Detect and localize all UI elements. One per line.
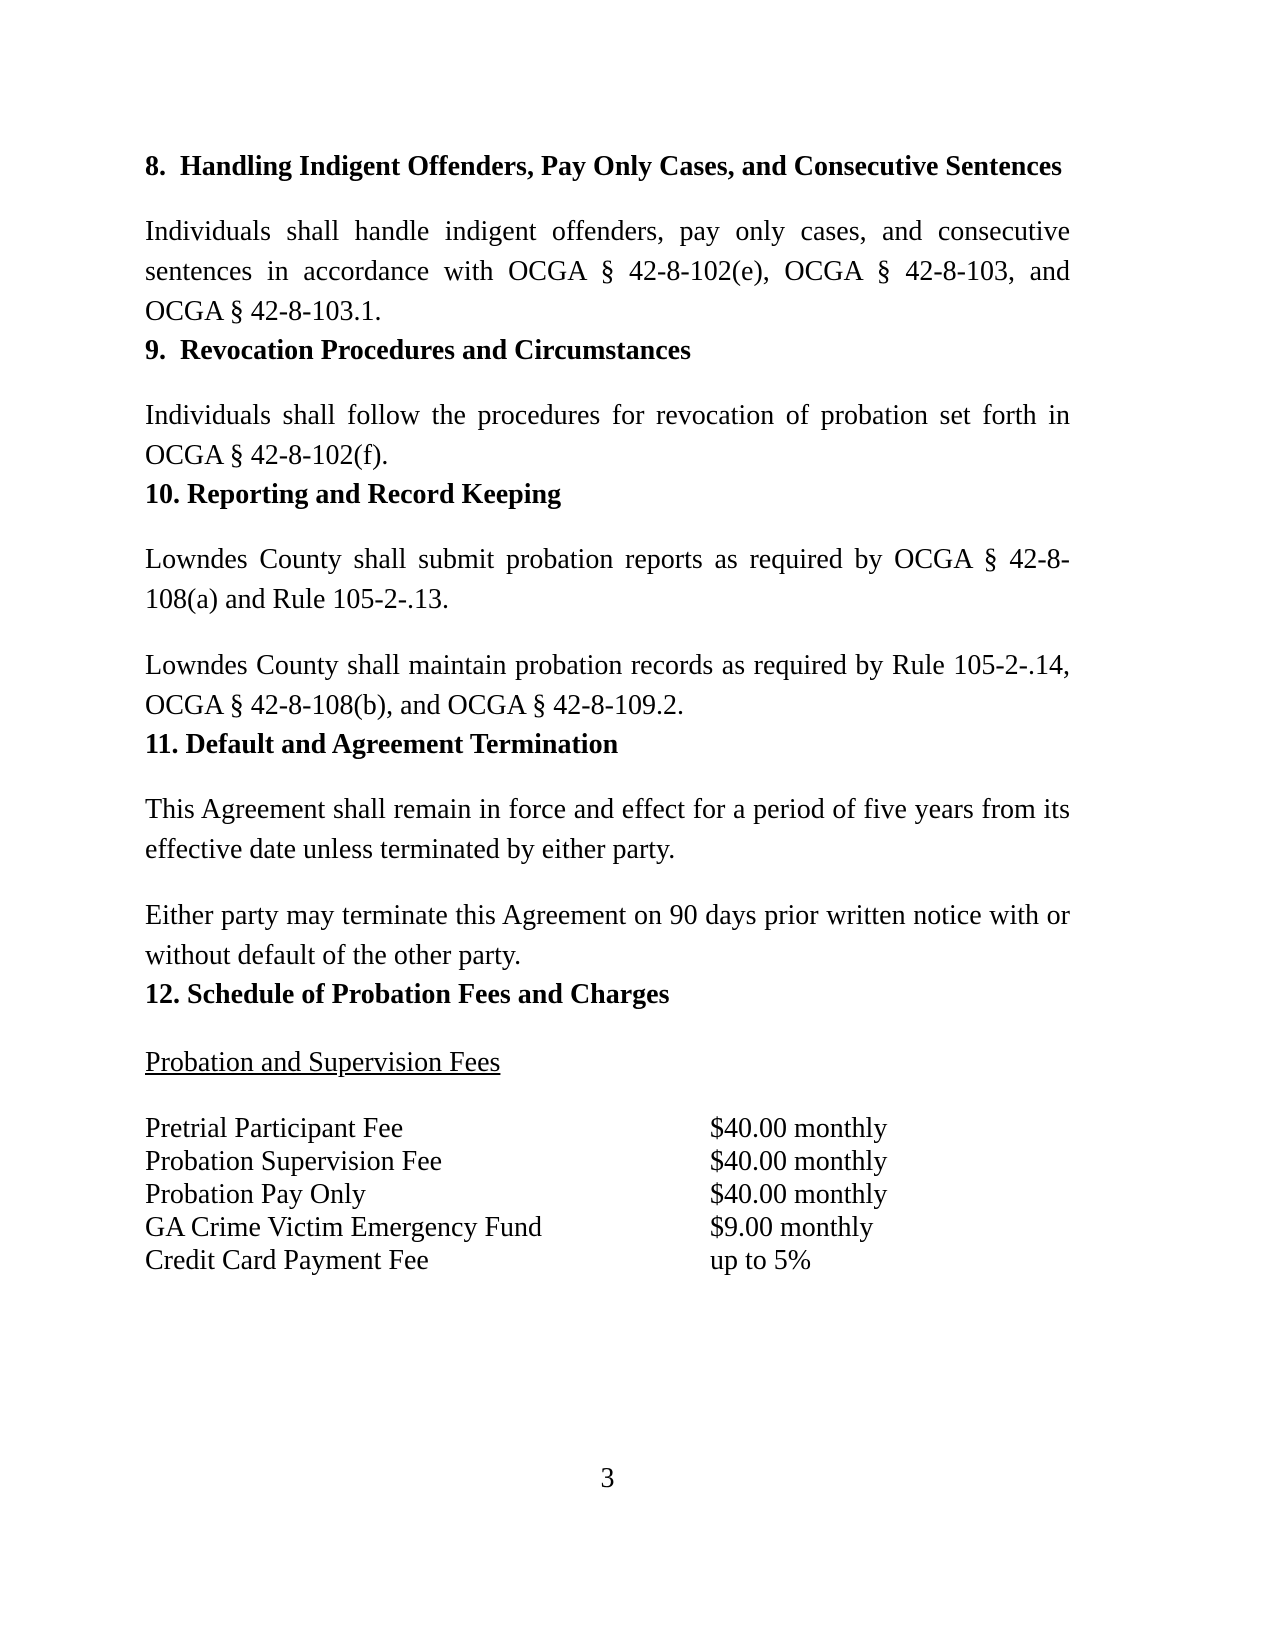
fee-value: up to 5% xyxy=(710,1245,812,1276)
fee-row xyxy=(145,1211,1070,1244)
fee-value: $40.00 monthly xyxy=(710,1113,888,1144)
fee-value: $40.00 monthly xyxy=(710,1146,888,1177)
section-10-paragraph-1: Lowndes County shall submit probation reports as required by OCGA § 42-8-108(a) and Rule 105-2-.13. xyxy=(145,544,1070,615)
fee-label: Credit Card Payment Fee xyxy=(145,1245,429,1276)
section-10-heading: 10. Reporting and Record Keeping xyxy=(145,479,562,510)
section-8-heading: 8. Handling Indigent Offenders, Pay Only Cases, and Consecutive Sentences xyxy=(145,151,1063,182)
fee-label: Probation Pay Only xyxy=(145,1179,366,1210)
section-9-paragraph-1: Individuals shall follow the procedures for revocation of probation set forth in OCGA § 42-8-102(f). xyxy=(145,400,1070,471)
fee-row xyxy=(145,1145,1070,1178)
section-8-paragraph-1: Individuals shall handle indigent offenders, pay only cases, and consecutive sentences in accordance with OCGA § 42-8-102(e), OCGA § 42-8-103, and OCGA § 42-8-103.1. xyxy=(145,216,1070,327)
section-12-heading: 12. Schedule of Probation Fees and Charges xyxy=(145,979,670,1010)
section-11 xyxy=(145,726,1070,976)
section-10 xyxy=(145,476,1070,726)
section-8 xyxy=(145,148,1070,332)
fees-table xyxy=(145,1112,1070,1277)
fee-row xyxy=(145,1244,1070,1277)
fee-label: Pretrial Participant Fee xyxy=(145,1113,404,1144)
fees-subheading: Probation and Supervision Fees xyxy=(145,1047,501,1078)
fee-value: $9.00 monthly xyxy=(710,1212,874,1243)
fee-label: Probation Supervision Fee xyxy=(145,1146,443,1177)
section-12 xyxy=(145,976,1070,1277)
section-11-heading: 11. Default and Agreement Termination xyxy=(145,729,619,760)
section-9-heading: 9. Revocation Procedures and Circumstances xyxy=(145,335,691,366)
fee-label: GA Crime Victim Emergency Fund xyxy=(145,1212,543,1243)
section-11-paragraph-2: Either party may terminate this Agreement on 90 days prior written notice with or without default of the other party. xyxy=(145,900,1070,971)
page-number: 3 xyxy=(600,1463,615,1494)
section-9 xyxy=(145,332,1070,476)
fee-value: $40.00 monthly xyxy=(710,1179,888,1210)
section-10-paragraph-2: Lowndes County shall maintain probation records as required by Rule 105-2-.14, OCGA § 42-8-108(b), and OCGA § 42-8-109.2. xyxy=(145,650,1070,721)
section-11-paragraph-1: This Agreement shall remain in force and effect for a period of five years from its effective date unless terminated by either party. xyxy=(145,794,1070,865)
fee-row xyxy=(145,1178,1070,1211)
fee-row xyxy=(145,1112,1070,1145)
